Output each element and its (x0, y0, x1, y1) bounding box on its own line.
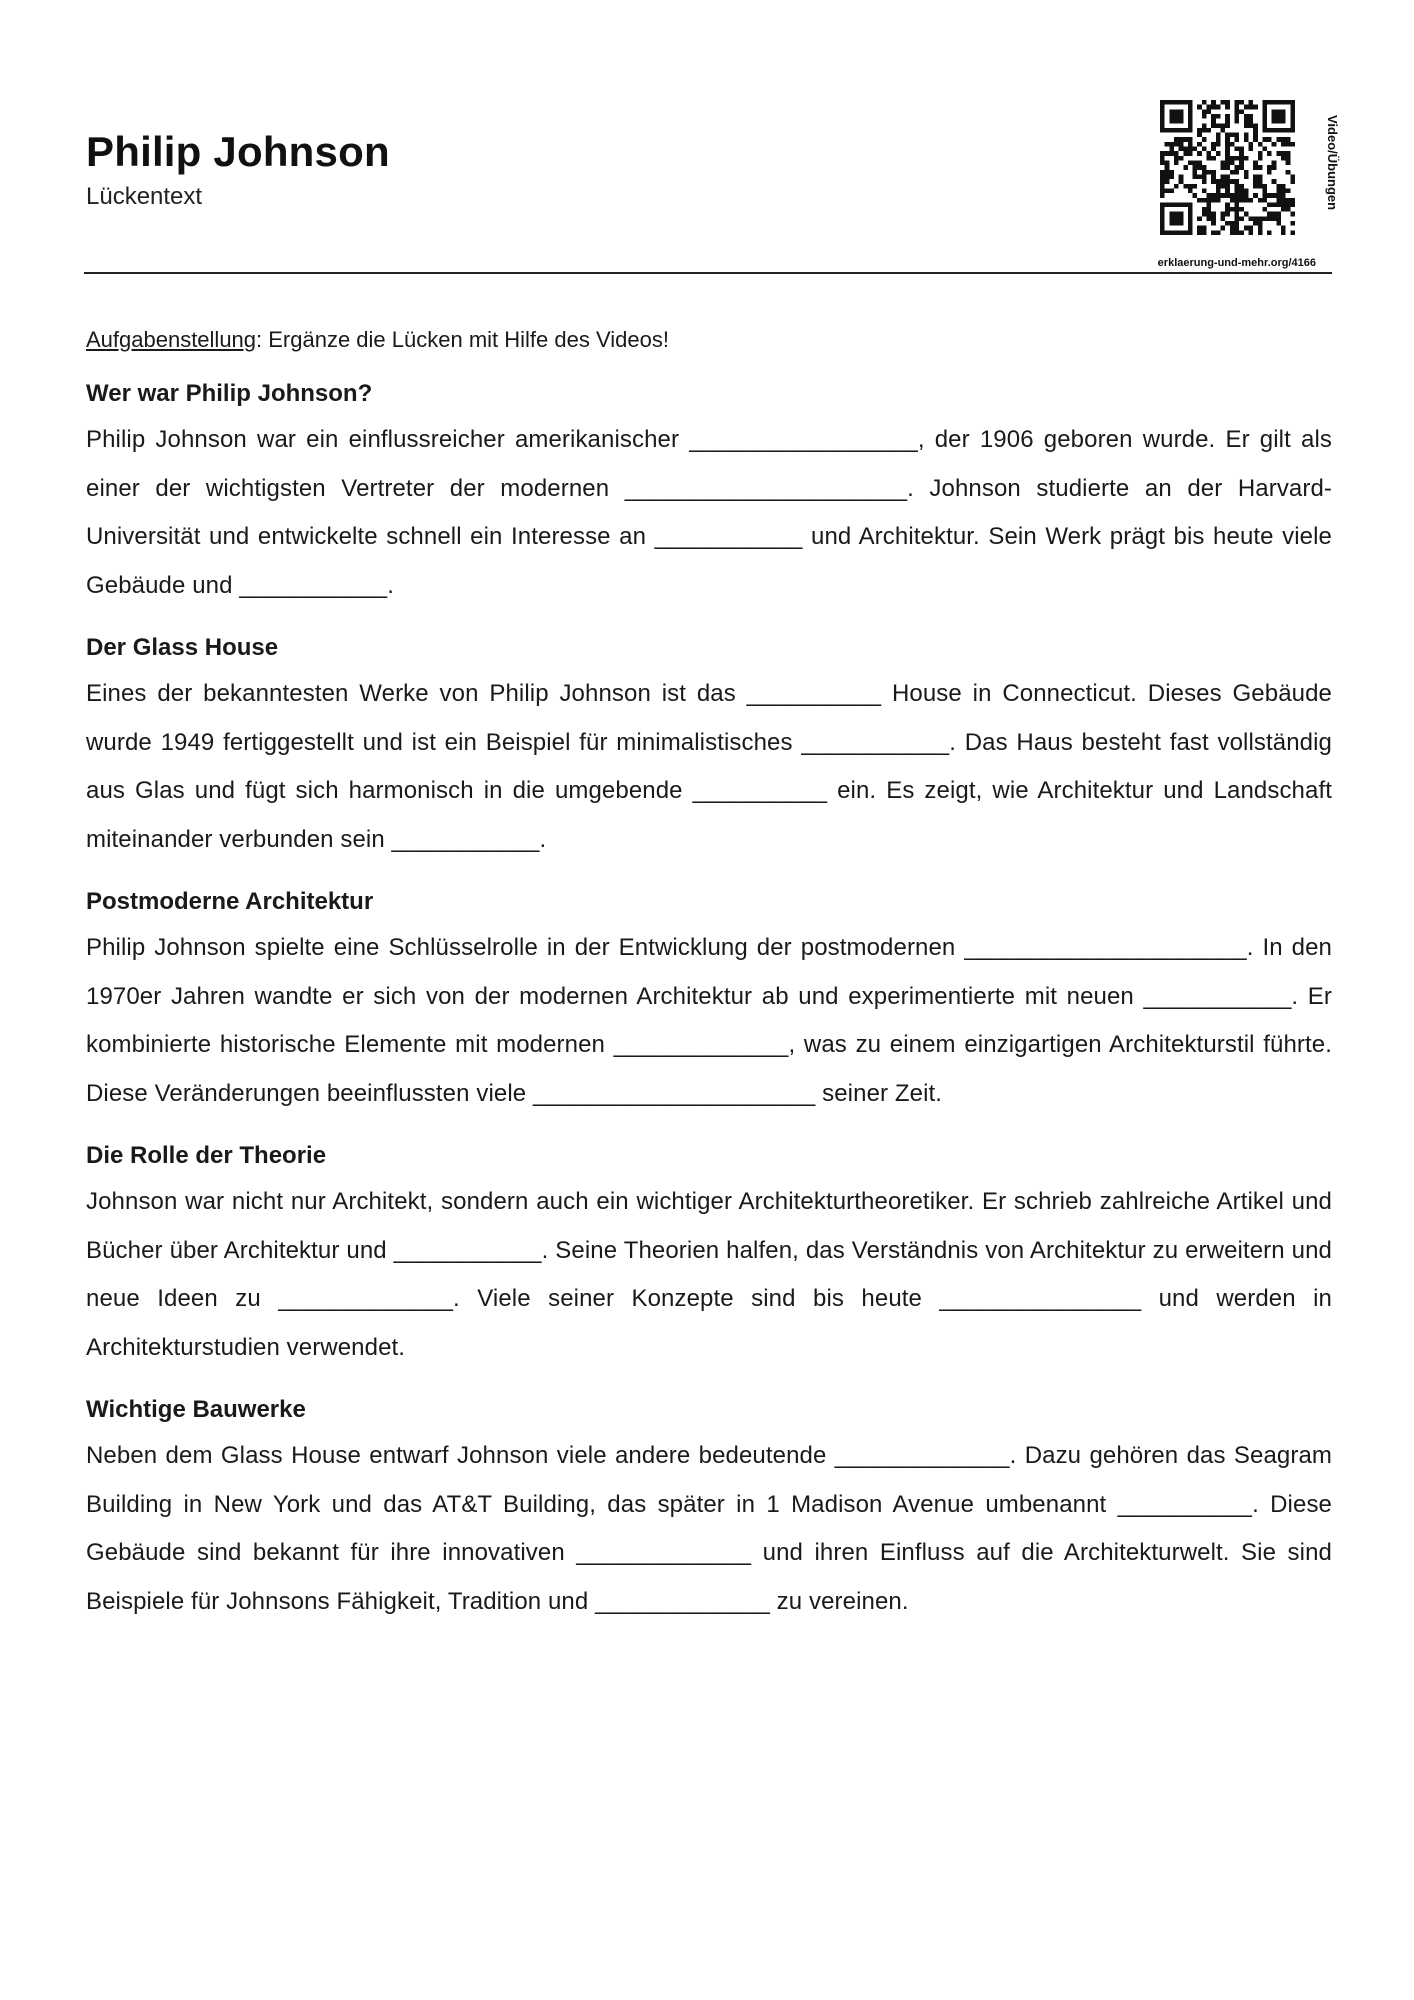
section-paragraph: Philip Johnson spielte eine Schlüsselrolle in der Entwicklung der postmodernen _____________________. In den 1970er Jahren wandte er sich von der modernen Architektur ab und experimentierte mit neuen ___________. Er kombinierte historische Elemente mit modernen _____________, was zu einem einzigartigen Architekturstil führte. Diese Veränderungen beeinflussten viele _____________________ seiner Zeit. (86, 934, 1332, 1107)
page-subtitle: Lückentext (86, 183, 203, 210)
section-who (86, 372, 1332, 610)
task-label: Aufgabenstellung (86, 327, 257, 352)
section-heading: Der Glass House (86, 634, 279, 661)
worksheet-content (86, 320, 1332, 1642)
section-heading: Wichtige Bauwerke (86, 1396, 306, 1423)
section-heading: Wer war Philip Johnson? (86, 380, 373, 407)
section-paragraph: Neben dem Glass House entwarf Johnson viele andere bedeutende _____________. Dazu gehören das Seagram Building in New York und das AT&T Building, das später in 1 Madison Avenue umbenannt __________. Diese Gebäude sind bekannt für ihre innovativen _____________ und ihren Einfluss auf die Architekturwelt. Sie sind Beispiele für Johnsons Fähigkeit, Tradition und _____________ zu vereinen. (86, 1442, 1332, 1615)
section-glass-house (86, 626, 1332, 864)
section-heading: Postmoderne Architektur (86, 888, 374, 915)
task-text: : Ergänze die Lücken mit Hilfe des Videos! (256, 327, 669, 352)
source-url[interactable]: erklaerung-und-mehr.org/4166 (1157, 257, 1316, 269)
section-paragraph: Philip Johnson war ein einflussreicher amerikanischer _________________, der 1906 geboren wurde. Er gilt als einer der wichtigsten Vertreter der modernen _____________________. Johnson studierte an der Harvard-Universität und entwickelte schnell ein Interesse an ___________ und Architektur. Sein Werk prägt bis heute viele Gebäude und ___________. (86, 426, 1332, 599)
section-buildings (86, 1388, 1332, 1626)
section-paragraph: Johnson war nicht nur Architekt, sondern auch ein wichtiger Architekturtheoretiker. Er schrieb zahlreiche Artikel und Bücher über Architektur und ___________. Seine Theorien halfen, das Verständnis von Architektur zu erweitern und neue Ideen zu _____________. Viele seiner Konzepte sind bis heute _______________ und werden in Architekturstudien verwendet. (86, 1188, 1332, 1361)
section-theory (86, 1134, 1332, 1372)
section-postmodern (86, 880, 1332, 1118)
video-exercises-label: Video/Übungen (1325, 115, 1340, 211)
task-instruction (86, 320, 1332, 360)
qr-code-icon[interactable] (1160, 100, 1295, 235)
section-paragraph: Eines der bekanntesten Werke von Philip Johnson ist das __________ House in Connecticut. Dieses Gebäude wurde 1949 fertiggestellt und ist ein Beispiel für minimalistisches ___________. Das Haus besteht fast vollständig aus Glas und fügt sich harmonisch in die umgebende __________ ein. Es zeigt, wie Architektur und Landschaft miteinander verbunden sein ___________. (86, 680, 1332, 853)
header-divider (84, 272, 1332, 274)
section-heading: Die Rolle der Theorie (86, 1142, 327, 1169)
page-title: Philip Johnson (86, 128, 390, 175)
